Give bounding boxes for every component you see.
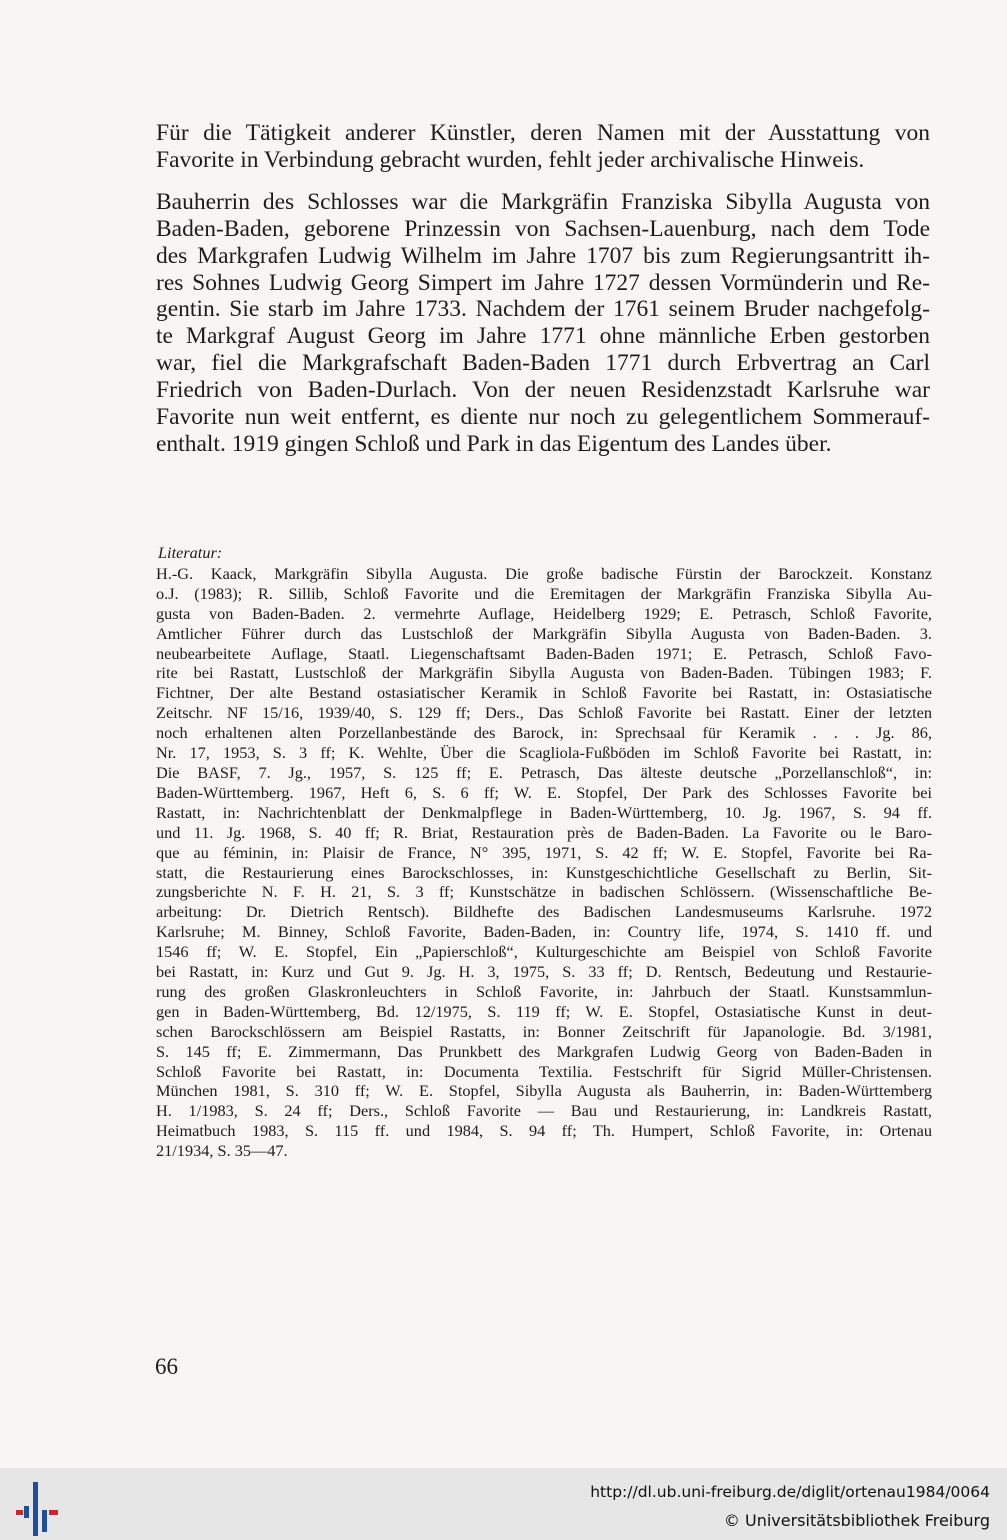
text-line: enthalt. 1919 gingen Schloß und Park in das Eigentum des Landes über. [156, 430, 832, 457]
text-line: des Markgrafen Ludwig Wilhelm im Jahre 1707 bis zum Regierungsantritt ih- [156, 242, 930, 269]
literature-line: gusta von Baden-Baden. 2. vermehrte Auflage, Heidelberg 1929; E. Petrasch, Schloß Favorite, [156, 603, 932, 623]
literature-line: Zeitschr. NF 15/16, 1939/40, S. 129 ff; Ders., Das Schloß Favorite bei Rastatt. Einer der letzten [156, 703, 932, 723]
literature-line: zungsberichte N. F. H. 21, S. 3 ff; Kunstschätze in badischen Schlössern. (Wissenschaftliche Be- [156, 882, 932, 902]
text-line: gentin. Sie starb im Jahre 1733. Nachdem der 1761 seinem Bruder nachgefolg- [156, 296, 930, 323]
footer-bar [0, 1468, 1007, 1540]
text-line: res Sohnes Ludwig Georg Simpert im Jahre 1727 dessen Vormünderin und Re- [156, 269, 930, 296]
body-text [156, 120, 930, 458]
literature-line: neubearbeitete Auflage, Staatl. Liegenschaftsamt Baden-Baden 1971; E. Petrasch, Schloß Favo- [156, 643, 932, 663]
text-line: Favorite nun weit entfernt, es diente nur noch zu gelegentlichem Sommerauf- [156, 404, 930, 431]
literature-line: que au féminin, in: Plaisir de France, N° 395, 1971, S. 42 ff; W. E. Stopfel, Favorite bei Ra- [156, 842, 932, 862]
literature-list [156, 564, 932, 1161]
literature-line: 21/1934, S. 35—47. [156, 1141, 288, 1161]
text-line: Baden-Baden, geborene Prinzessin von Sachsen-Lauenburg, nach dem Tode [156, 215, 930, 242]
literature-line: Schloß Favorite bei Rastatt, in: Documenta Textilia. Festschrift für Sigrid Müller-Christensen. [156, 1061, 932, 1081]
literature-line: Baden-Württemberg. 1967, Heft 6, S. 6 ff; W. E. Stopfel, Der Park des Schlosses Favorite bei [156, 782, 932, 802]
literature-line: schen Barockschlössern am Beispiel Rastatts, in: Bonner Zeitschrift für Japanologie. Bd. 3/1981, [156, 1021, 932, 1041]
literature-line: H.-G. Kaack, Markgräfin Sibylla Augusta. Die große badische Fürstin der Barockzeit. Konstanz [156, 563, 932, 583]
text-line: Für die Tätigkeit anderer Künstler, deren Namen mit der Ausstattung von [156, 120, 930, 146]
literature-line: arbeitung: Dr. Dietrich Rentsch). Bildhefte des Badischen Landesmuseums Karlsruhe. 1972 [156, 902, 932, 922]
page-number: 66 [155, 1354, 178, 1379]
literature-line: Rastatt, in: Nachrichtenblatt der Denkmalpflege in Baden-Württemberg, 10. Jg. 1967, S. 94 ff. [156, 802, 932, 822]
text-line: Friedrich von Baden-Durlach. Von der neuen Residenzstadt Karlsruhe war [156, 377, 930, 404]
copyright-notice: © Universitätsbibliothek Freiburg [723, 1511, 990, 1530]
literature-section [156, 543, 932, 1161]
literature-line: Die BASF, 7. Jg., 1957, S. 125 ff; E. Petrasch, Das älteste deutsche „Porzellanschloß“, in: [156, 762, 932, 782]
literature-line: H. 1/1983, S. 24 ff; Ders., Schloß Favorite — Bau und Restaurierung, in: Landkreis Rastatt, [156, 1101, 932, 1121]
ub-freiburg-logo-icon [16, 1476, 64, 1536]
text-line: Favorite in Verbindung gebracht wurden, fehlt jeder archivalische Hinweis. [156, 146, 865, 173]
literature-line: noch erhaltenen alten Porzellanbestände des Barock, in: Sprechsaal für Keramik . . . Jg. 86, [156, 723, 932, 743]
text-line: war, fiel die Markgrafschaft Baden-Baden 1771 durch Erbvertrag an Carl [156, 350, 930, 377]
literature-line: S. 145 ff; E. Zimmermann, Das Prunkbett des Markgrafen Ludwig Georg von Baden-Baden in [156, 1041, 932, 1061]
literature-line: Nr. 17, 1953, S. 3 ff; K. Wehlte, Über die Scagliola-Fußböden im Schloß Favorite bei Rastatt, in: [156, 743, 932, 763]
literature-line: bei Rastatt, in: Kurz und Gut 9. Jg. H. 3, 1975, S. 33 ff; D. Rentsch, Bedeutung und Restaurie- [156, 962, 932, 982]
literature-line: gen in Baden-Württemberg, Bd. 12/1975, S. 119 ff; W. E. Stopfel, Ostasiatische Kunst in deut- [156, 1001, 932, 1021]
literature-line: Heimatbuch 1983, S. 115 ff. und 1984, S. 94 ff; Th. Humpert, Schloß Favorite, in: Ortenau [156, 1121, 932, 1141]
paragraph-2 [156, 189, 930, 458]
source-url-link[interactable]: http://dl.ub.uni-freiburg.de/diglit/ortenau1984/0064 [590, 1483, 990, 1501]
literature-line: München 1981, S. 310 ff; W. E. Stopfel, Sibylla Augusta als Bauherrin, in: Baden-Württemberg [156, 1081, 932, 1101]
literature-heading: Literatur: [158, 543, 223, 562]
literature-line: rite bei Rastatt, Lustschloß der Markgräfin Sibylla Augusta von Baden-Baden. Tübingen 1983; F. [156, 663, 932, 683]
literature-line: Karlsruhe; M. Binney, Schloß Favorite, Baden-Baden, in: Country life, 1974, S. 1410 ff. und [156, 922, 932, 942]
literature-line: 1546 ff; W. E. Stopfel, Ein „Papierschloß“, Kulturgeschichte am Beispiel von Schloß Favorite [156, 942, 932, 962]
paragraph-1 [156, 120, 930, 174]
literature-line: o.J. (1983); R. Sillib, Schloß Favorite und die Eremitagen der Markgräfin Franziska Sibylla Au- [156, 583, 932, 603]
literature-line: statt, die Restaurierung eines Barockschlosses, in: Kunstgeschichtliche Gesellschaft zu Berlin, Sit- [156, 862, 932, 882]
text-line: te Markgraf August Georg im Jahre 1771 ohne männliche Erben gestorben [156, 323, 930, 350]
literature-line: Amtlicher Führer durch das Lustschloß der Markgräfin Sibylla Augusta von Baden-Baden. 3. [156, 623, 932, 643]
literature-line: rung des großen Glaskronleuchters in Schloß Favorite, in: Jahrbuch der Staatl. Kunstsammlun- [156, 981, 932, 1001]
literature-line: Fichtner, Der alte Bestand ostasiatischer Keramik in Schloß Favorite bei Rastatt, in: Ostasiatische [156, 683, 932, 703]
text-line: Bauherrin des Schlosses war die Markgräfin Franziska Sibylla Augusta von [156, 188, 930, 215]
literature-line: und 11. Jg. 1968, S. 40 ff; R. Briat, Restauration près de Baden-Baden. La Favorite ou le Baro- [156, 822, 932, 842]
